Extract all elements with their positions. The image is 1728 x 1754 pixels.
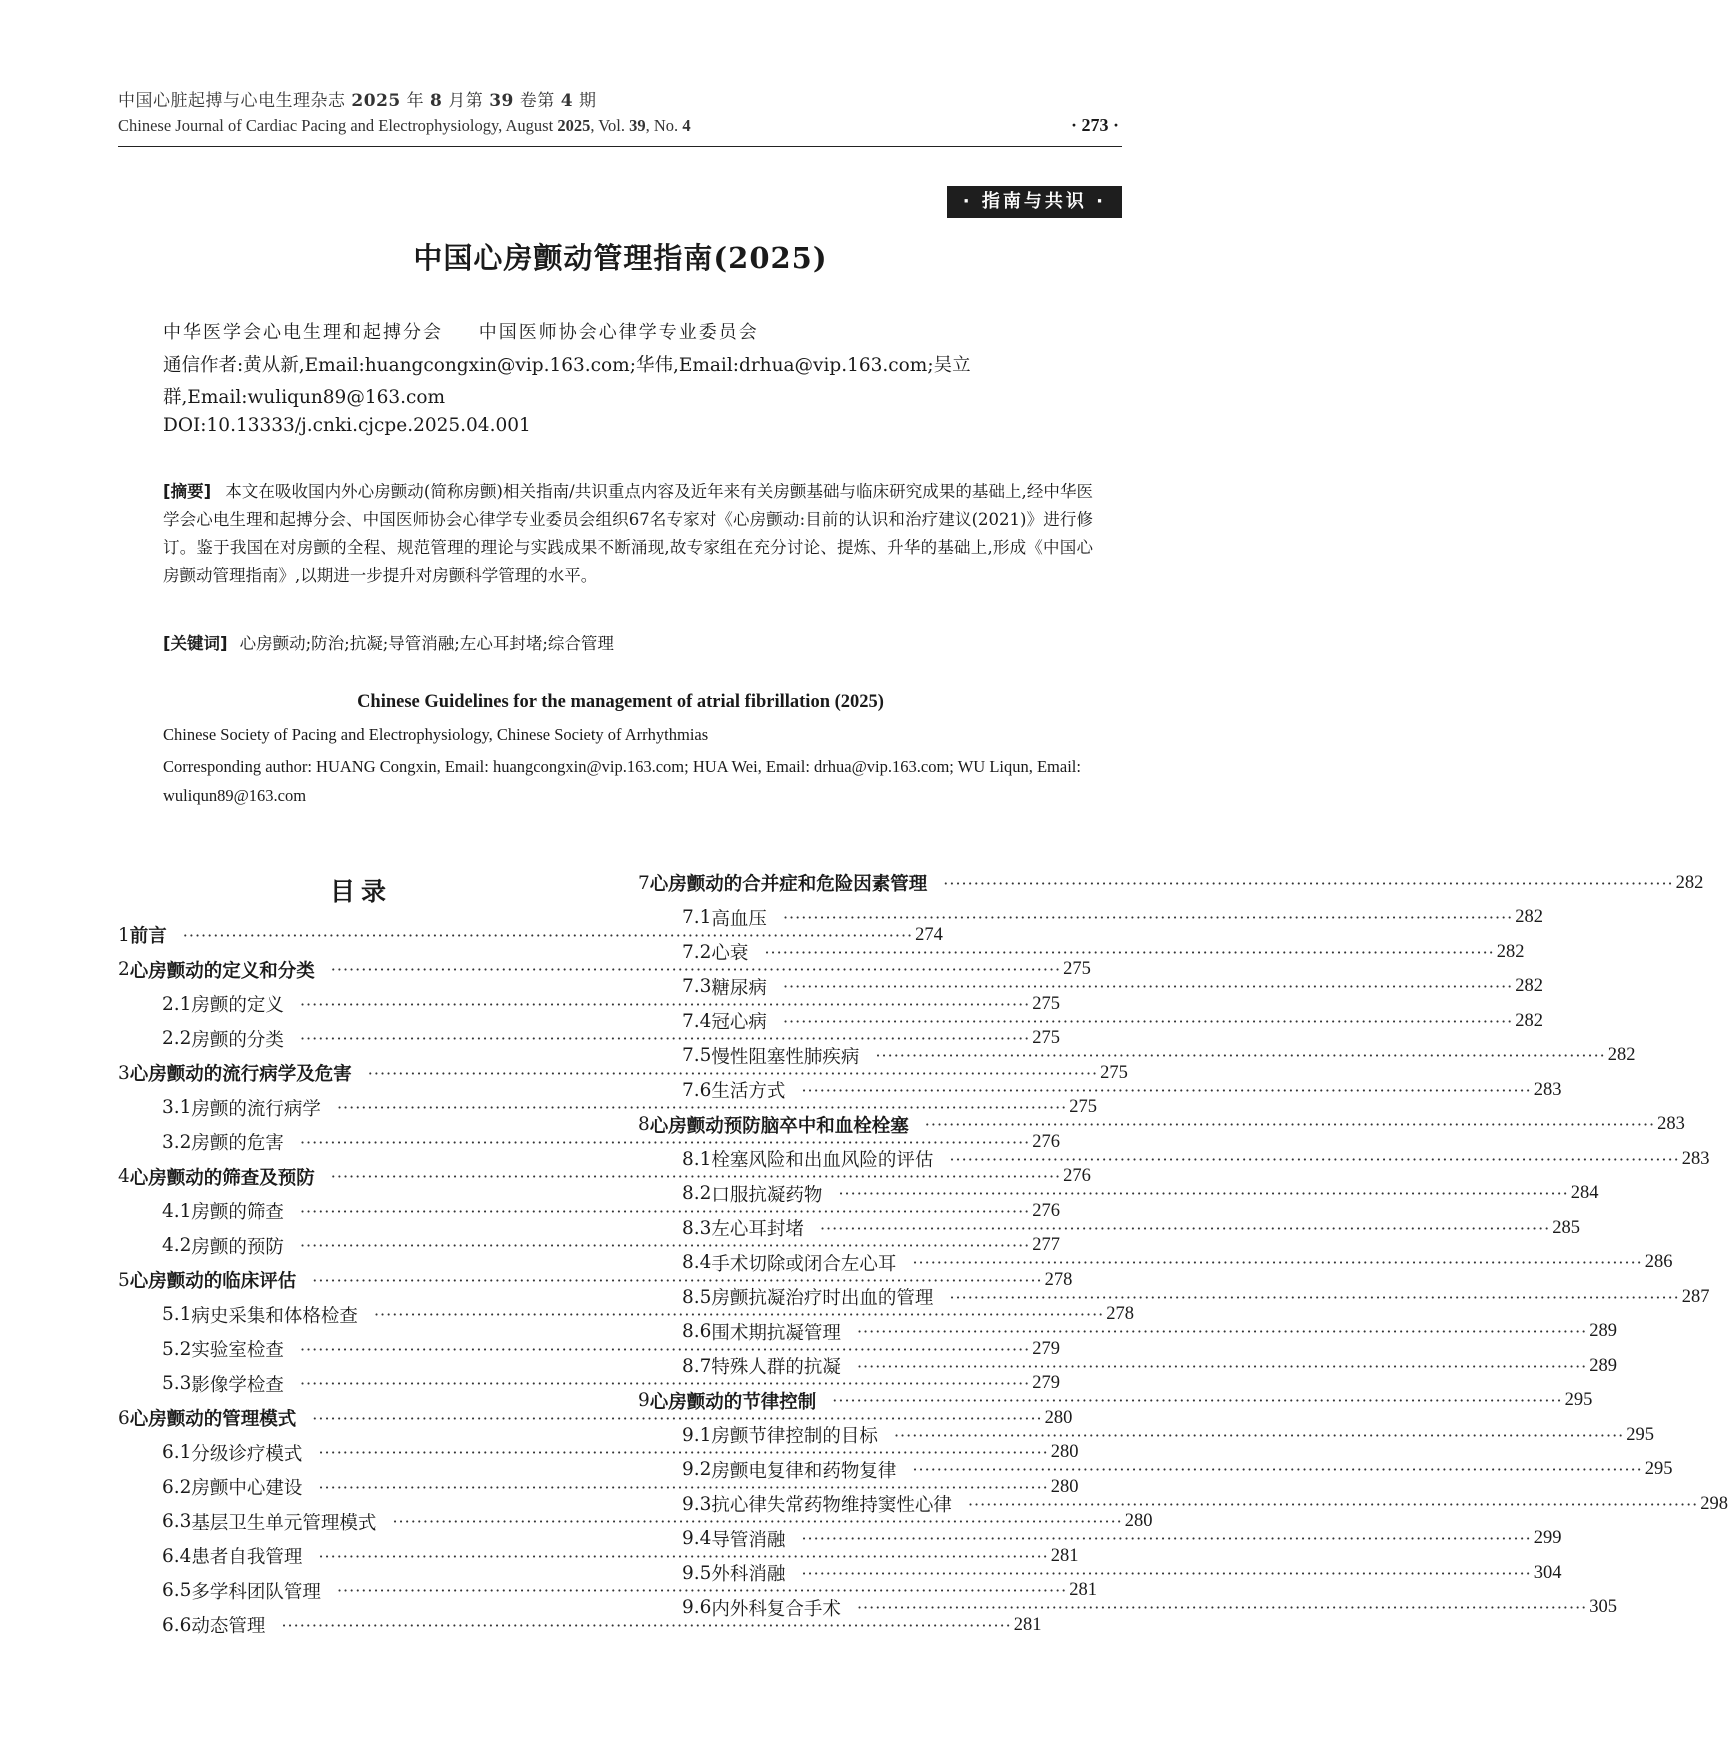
page-number: · 273 · <box>1070 115 1119 135</box>
toc-entry-number: 2.2 <box>162 1028 192 1050</box>
toc-leader-dots: ························································································································ <box>893 1425 1625 1445</box>
toc-leader-dots: ························································································································ <box>801 1563 1532 1583</box>
keywords-label: [关键词] <box>163 634 228 653</box>
toc-entry-page: 282 <box>1515 907 1543 928</box>
corresponding-authors: 通信作者:黄从新,Email:huangcongxin@vip.163.com;华伟,Email:drhua@vip.163.com;吴立群,Email:wuliqun89@163.com <box>163 355 971 408</box>
toc-entry-number: 8.5 <box>682 1286 712 1308</box>
toc-leader-dots: ························································································································ <box>318 1443 1049 1463</box>
toc-entry <box>638 901 1543 936</box>
toc-leader-dots: ························································································································ <box>367 1063 1099 1083</box>
toc-entry-page: 275 <box>1063 959 1091 980</box>
toc-entry-label: 房颤的分类 <box>191 1029 284 1051</box>
toc-entry-page: 283 <box>1533 1079 1562 1100</box>
toc-leader-dots: ························································································································ <box>312 1270 1043 1290</box>
toc-entry-label: 房颤的筛查 <box>191 1202 284 1224</box>
toc-entry <box>638 1384 1593 1419</box>
english-corresponding: Corresponding author: HUANG Congxin, Email: huangcongxin@vip.163.com; HUA Wei, Email: drhua@vip.163.com; WU Liqun, Email: wuliqun89@163.com <box>163 757 1081 805</box>
toc-entry-page: 280 <box>1050 1442 1079 1463</box>
toc-entry <box>638 1418 1654 1453</box>
toc-entry-label: 病史采集和体格检查 <box>191 1305 358 1327</box>
toc-entry <box>638 1556 1562 1591</box>
toc-entry-label: 左心耳封堵 <box>711 1219 804 1241</box>
toc-entry-label: 糖尿病 <box>711 977 767 999</box>
toc-entry-number: 9 <box>638 1390 650 1412</box>
toc-entry-label: 栓塞风险和出血风险的评估 <box>711 1150 934 1172</box>
toc-leader-dots: ························································································································ <box>318 1546 1049 1566</box>
toc-entry-number: 1 <box>118 924 130 946</box>
toc-leader-dots: ························································································································ <box>943 873 1674 893</box>
toc-leader-dots: ························································································································ <box>299 1201 1031 1221</box>
toc-entry <box>638 1591 1617 1626</box>
toc-entry <box>638 1522 1562 1557</box>
toc-entry-label: 围术期抗凝管理 <box>711 1322 841 1344</box>
toc-leader-dots: ························································································································ <box>832 1391 1563 1411</box>
toc-leader-dots: ························································································································ <box>299 1029 1031 1049</box>
toc-entry-label: 心房颤动的合并症和危险因素管理 <box>649 874 928 896</box>
toc-entry-number: 7.5 <box>682 1045 712 1067</box>
toc-leader-dots: ························································································································ <box>967 1494 1699 1514</box>
toc-entry-page: 298 <box>1700 1493 1728 1514</box>
toc-entry-label: 前言 <box>129 926 167 948</box>
toc-entry-number: 4 <box>118 1166 130 1188</box>
toc-entry-page: 280 <box>1050 1476 1079 1497</box>
toc-entry-page: 278 <box>1106 1304 1134 1325</box>
toc-entry-label: 高血压 <box>711 908 767 930</box>
toc-entry-page: 285 <box>1552 1217 1580 1238</box>
toc-entry <box>638 1315 1617 1350</box>
toc-entry-page: 295 <box>1644 1459 1673 1480</box>
toc-leader-dots: ························································································································ <box>782 977 1514 997</box>
toc-entry-label: 口服抗凝药物 <box>711 1184 823 1206</box>
toc-entry-label: 心衰 <box>711 943 749 965</box>
abstract-label: [摘要] <box>163 482 212 501</box>
toc-entry-number: 6.1 <box>162 1442 192 1464</box>
toc-entry-number: 3 <box>118 1062 130 1084</box>
toc-entry-number: 2 <box>118 959 130 981</box>
toc-entry-number: 9.4 <box>682 1528 712 1550</box>
toc-entry-label: 房颤的流行病学 <box>191 1098 321 1120</box>
toc-leader-dots: ························································································································ <box>336 1098 1068 1118</box>
toc-entry-number: 8.4 <box>682 1252 712 1274</box>
toc-entry-page: 281 <box>1069 1580 1097 1601</box>
abstract <box>163 478 1093 590</box>
toc-entry-number: 9.2 <box>682 1459 712 1481</box>
toc-entry-page: 289 <box>1589 1321 1617 1342</box>
toc-entry <box>638 866 1704 901</box>
toc-entry-label: 特殊人群的抗凝 <box>711 1357 841 1379</box>
toc-entry <box>638 1211 1580 1246</box>
toc-entry-page: 275 <box>1100 1062 1128 1083</box>
toc-entry-number: 6.2 <box>162 1476 192 1498</box>
toc-entry-page: 276 <box>1063 1166 1091 1187</box>
toc-leader-dots: ························································································································ <box>330 1167 1062 1187</box>
toc-leader-dots: ························································································································ <box>299 994 1031 1014</box>
toc-entry-page: 281 <box>1013 1614 1042 1635</box>
toc-entry-number: 7.4 <box>682 1010 712 1032</box>
header-rule <box>118 146 1122 147</box>
toc-entry-label: 抗心律失常药物维持窦性心律 <box>711 1495 952 1517</box>
toc-entry-label: 心房颤动预防脑卒中和血栓栓塞 <box>649 1115 909 1137</box>
toc-entry-page: 283 <box>1681 1148 1710 1169</box>
toc-entry-page: 277 <box>1032 1235 1060 1256</box>
toc-entry-page: 305 <box>1589 1597 1617 1618</box>
toc-leader-dots: ························································································································ <box>782 1011 1514 1031</box>
column-tag: · 指南与共识 · <box>947 186 1122 218</box>
toc-leader-dots: ························································································································ <box>281 1615 1012 1635</box>
toc-entry-page: 283 <box>1657 1114 1685 1135</box>
journal-header-cn: 中国心脏起搏与心电生理杂志 2025 年 8 月第 39 卷第 4 期 <box>118 91 597 111</box>
toc-entry-number: 7.2 <box>682 941 712 963</box>
toc-entry-label: 基层卫生单元管理模式 <box>191 1512 377 1534</box>
toc-entry-label: 手术切除或闭合左心耳 <box>711 1253 897 1275</box>
toc-entry-label: 心房颤动的管理模式 <box>129 1409 297 1431</box>
toc-entry-page: 278 <box>1044 1269 1073 1290</box>
toc-entry-label: 分级诊疗模式 <box>191 1443 303 1465</box>
toc-entry-label: 房颤节律控制的目标 <box>711 1426 878 1448</box>
toc-entry-label: 导管消融 <box>711 1529 786 1551</box>
toc-entry-page: 287 <box>1681 1286 1710 1307</box>
toc-leader-dots: ························································································································ <box>318 1477 1049 1497</box>
toc-entry-page: 284 <box>1570 1183 1599 1204</box>
toc-title: 目录 <box>330 877 393 906</box>
toc-entry-number: 8 <box>638 1114 650 1136</box>
toc-entry-number: 6 <box>118 1407 130 1429</box>
toc-entry-number: 8.1 <box>682 1148 712 1170</box>
toc-entry-page: 282 <box>1675 872 1704 893</box>
toc-leader-dots: ························································································································ <box>949 1287 1680 1307</box>
abstract-text: 本文在吸收国内外心房颤动(简称房颤)相关指南/共识重点内容及近年来有关房颤基础与临床研究成果的基础上,经中华医学会心电生理和起搏分会、中国医师协会心律学专业委员会组织67名专家对《心房颤动:目前的认识和治疗建议(2021)》进行修订。鉴于我国在对房颤的全程、规范管理的理论与实践成果不断涌现,故专家组在充分讨论、提炼、升华的基础上,形成《中国心房颤动管理指南》,以期进一步提升对房颤科学管理的水平。 <box>163 482 1093 585</box>
toc-leader-dots: ························································································································ <box>912 1253 1643 1273</box>
toc-leader-dots: ························································································································ <box>782 908 1514 928</box>
keywords <box>163 630 614 654</box>
toc-entry-number: 4.2 <box>162 1235 192 1257</box>
toc-entry-label: 房颤的预防 <box>191 1236 284 1258</box>
toc-entry-page: 286 <box>1644 1252 1673 1273</box>
toc-entry-number: 7.3 <box>682 976 712 998</box>
toc-leader-dots: ························································································································ <box>801 1529 1532 1549</box>
toc-entry-page: 282 <box>1515 976 1543 997</box>
toc-entry <box>638 1349 1617 1384</box>
toc-entry-label: 房颤的危害 <box>191 1133 284 1155</box>
toc-entry-page: 304 <box>1533 1562 1562 1583</box>
toc-entry-page: 282 <box>1496 941 1525 962</box>
toc-entry-label: 影像学检查 <box>191 1374 284 1396</box>
toc-entry-page: 274 <box>915 924 943 945</box>
toc-entry <box>638 1453 1673 1488</box>
toc-entry-number: 7.1 <box>682 907 712 929</box>
toc-leader-dots: ························································································································ <box>330 960 1062 980</box>
toc-entry-page: 295 <box>1626 1424 1654 1445</box>
toc-entry <box>638 1246 1673 1281</box>
doi: DOI:10.13333/j.cnki.cjcpe.2025.04.001 <box>163 415 531 436</box>
toc-entry-label: 实验室检查 <box>191 1340 284 1362</box>
toc-entry-label: 房颤中心建设 <box>191 1478 303 1500</box>
toc-entry-label: 动态管理 <box>191 1616 266 1638</box>
toc-entry-label: 房颤电复律和药物复律 <box>711 1460 897 1482</box>
toc-entry-number: 5.3 <box>162 1373 192 1395</box>
toc-leader-dots: ························································································································ <box>299 1339 1031 1359</box>
toc-entry-page: 279 <box>1032 1373 1060 1394</box>
toc-entry <box>638 1073 1562 1108</box>
toc-leader-dots: ························································································································ <box>875 1046 1606 1066</box>
toc-entry-number: 2.1 <box>162 993 192 1015</box>
toc-entry-label: 内外科复合手术 <box>711 1598 841 1620</box>
toc-entry-number: 9.6 <box>682 1597 712 1619</box>
author-society: 中华医学会心电生理和起搏分会 <box>163 322 443 343</box>
toc-entry-label: 多学科团队管理 <box>191 1581 321 1603</box>
toc-entry-page: 289 <box>1589 1355 1617 1376</box>
toc-entry <box>638 1108 1685 1143</box>
journal-header-en: Chinese Journal of Cardiac Pacing and Electrophysiology, August 2025, Vol. 39, No. 4 <box>118 116 691 135</box>
toc-entry-number: 5 <box>118 1269 130 1291</box>
toc-entry-number: 9.1 <box>682 1424 712 1446</box>
toc-leader-dots: ························································································································ <box>299 1132 1031 1152</box>
toc-entry-page: 280 <box>1044 1407 1073 1428</box>
toc-entry-number: 6.5 <box>162 1580 192 1602</box>
toc-entry-number: 9.3 <box>682 1493 712 1515</box>
author-societies <box>163 318 787 344</box>
toc-entry-label: 心房颤动的流行病学及危害 <box>129 1064 352 1086</box>
toc-entry-number: 6.3 <box>162 1511 192 1533</box>
toc-entry-label: 心房颤动的临床评估 <box>129 1271 297 1293</box>
toc-leader-dots: ························································································································ <box>856 1356 1588 1376</box>
toc-entry-label: 房颤抗凝治疗时出血的管理 <box>711 1288 934 1310</box>
toc-entry-label: 心房颤动的定义和分类 <box>129 960 315 982</box>
toc-entry <box>638 1142 1710 1177</box>
toc-entry-number: 4.1 <box>162 1200 192 1222</box>
toc-entry-number: 3.1 <box>162 1097 192 1119</box>
toc-entry-number: 6.4 <box>162 1545 192 1567</box>
toc-leader-dots: ························································································································ <box>801 1080 1532 1100</box>
toc-leader-dots: ························································································································ <box>392 1512 1123 1532</box>
toc-entry-page: 282 <box>1607 1045 1636 1066</box>
toc-entry-number: 8.3 <box>682 1217 712 1239</box>
toc-entry-page: 279 <box>1032 1338 1060 1359</box>
toc-entry <box>638 1004 1543 1039</box>
english-societies: Chinese Society of Pacing and Electrophysiology, Chinese Society of Arrhythmias <box>163 725 709 744</box>
english-title: Chinese Guidelines for the management of atrial fibrillation (2025) <box>357 692 884 712</box>
toc-leader-dots: ························································································································ <box>819 1218 1551 1238</box>
toc-entry-label: 房颤的定义 <box>191 995 284 1017</box>
toc-entry <box>638 935 1525 970</box>
toc-leader-dots: ························································································································ <box>182 925 914 945</box>
toc-entry-page: 299 <box>1533 1528 1562 1549</box>
toc-leader-dots: ························································································································ <box>299 1236 1031 1256</box>
toc-entry-page: 295 <box>1564 1390 1593 1411</box>
toc-entry <box>638 1177 1599 1212</box>
toc-entry-page: 276 <box>1032 1131 1060 1152</box>
toc-entry-number: 8.2 <box>682 1183 712 1205</box>
toc-leader-dots: ························································································································ <box>336 1581 1068 1601</box>
toc-entry-label: 慢性阻塞性肺疾病 <box>711 1046 860 1068</box>
toc-entry-page: 276 <box>1032 1200 1060 1221</box>
toc-entry-label: 心房颤动的筛查及预防 <box>129 1167 315 1189</box>
toc-entry-label: 生活方式 <box>711 1081 786 1103</box>
toc-entry-number: 9.5 <box>682 1562 712 1584</box>
toc-leader-dots: ························································································································ <box>856 1598 1588 1618</box>
toc-leader-dots: ························································································································ <box>373 1305 1105 1325</box>
toc-leader-dots: ························································································································ <box>312 1408 1043 1428</box>
toc-leader-dots: ························································································································ <box>912 1460 1643 1480</box>
toc-leader-dots: ························································································································ <box>924 1115 1656 1135</box>
toc-entry-number: 8.7 <box>682 1355 712 1377</box>
toc-entry-number: 7 <box>638 872 650 894</box>
toc-entry-page: 280 <box>1124 1511 1153 1532</box>
author-society: 中国医师协会心律学专业委员会 <box>478 322 759 343</box>
toc-entry-number: 7.6 <box>682 1079 712 1101</box>
toc-entry-label: 患者自我管理 <box>191 1547 303 1569</box>
toc-entry-number: 5.2 <box>162 1338 192 1360</box>
toc-leader-dots: ························································································································ <box>838 1184 1569 1204</box>
toc-entry-label: 心房颤动的节律控制 <box>649 1391 817 1413</box>
toc-entry-page: 282 <box>1515 1010 1543 1031</box>
toc-entry-page: 281 <box>1050 1545 1079 1566</box>
toc-entry-number: 6.6 <box>162 1614 192 1636</box>
keywords-text: 心房颤动;防治;抗凝;导管消融;左心耳封堵;综合管理 <box>239 634 614 653</box>
toc-entry-page: 275 <box>1032 1028 1060 1049</box>
article-title: 中国心房颤动管理指南(2025) <box>413 241 828 275</box>
toc-leader-dots: ························································································································ <box>856 1322 1588 1342</box>
toc-leader-dots: ························································································································ <box>764 942 1495 962</box>
toc-leader-dots: ························································································································ <box>299 1374 1031 1394</box>
toc-entry-page: 275 <box>1032 993 1060 1014</box>
toc-entry <box>638 970 1543 1005</box>
toc-leader-dots: ························································································································ <box>949 1149 1680 1169</box>
toc-entry-number: 8.6 <box>682 1321 712 1343</box>
toc-entry-label: 冠心病 <box>711 1012 767 1034</box>
toc-entry-number: 3.2 <box>162 1131 192 1153</box>
toc-entry-page: 275 <box>1069 1097 1097 1118</box>
toc-entry-number: 5.1 <box>162 1304 192 1326</box>
toc-entry-label: 外科消融 <box>711 1564 786 1586</box>
